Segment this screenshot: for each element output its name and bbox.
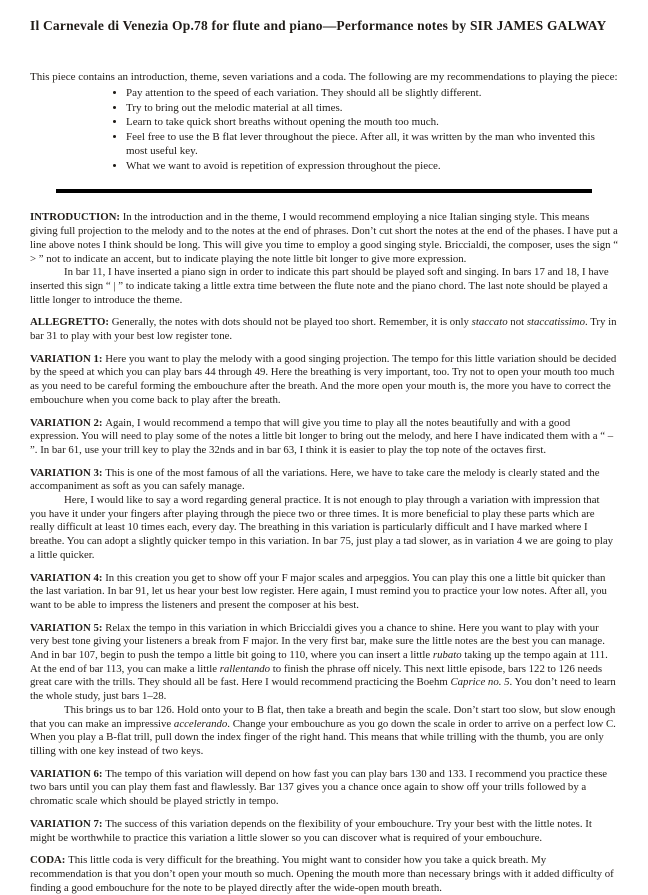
text-run: . Try in bar 31 to play with your best low register tone. [30, 316, 617, 343]
recommendation-item: • Feel free to use the B flat lever throughout the piece. After all, it was written by the man who invented this most useful key. [126, 130, 618, 159]
section-paragraph [30, 353, 618, 408]
section-label: ALLEGRETTO: [30, 316, 112, 329]
section-label: VARIATION 5: [30, 621, 106, 634]
section-variation-7 [30, 818, 618, 845]
recommendation-item: • Learn to take quick short breaths without opening the mouth too much. [126, 115, 618, 130]
intro-lead: This piece contains an introduction, theme, seven variations and a coda. The following are my recommendations to playing the piece: [30, 71, 618, 83]
section-paragraph [30, 266, 618, 307]
section-introduction [30, 211, 618, 307]
italic-term: Caprice no. 5 [450, 676, 510, 689]
text-run: Here you want to play the melody with a good singing projection. The tempo for this little variation should be decided by the speed at which you can play bars 44 through 49. Here the breathing is very important, too. Try not to open your mouth too much as you need to be careful forming the embouchure after the breath. And the more open your mouth is, the more you have to correct the embouchure when you come back to play after the breath. [30, 352, 617, 406]
italic-term: rubato [432, 649, 462, 662]
section-paragraph [30, 316, 618, 343]
text-run: to finish the phrase off nicely. This next little episode, bars 122 to 126 needs great care with the trills. They should all be fast. Here I would recommend practicing the Boehm [30, 662, 603, 689]
text-run: taking up the tempo again at 111. At the end of bar 113, you can make a little [30, 649, 608, 675]
section-paragraph [30, 818, 618, 845]
section-label: VARIATION 4: [30, 571, 106, 584]
page-title: Il Carnevale di Venezia Op.78 for flute and piano—Performance notes by SIR JAMES GALWAY [30, 18, 607, 33]
text-run: This is one of the most famous of all the variations. Here, we have to take care the melody is clearly stated and the accompaniment as soft as you can safely manage. [30, 466, 600, 493]
section-paragraph [30, 622, 618, 704]
sections [30, 211, 618, 895]
section-variation-4 [30, 572, 618, 613]
section-paragraph [30, 854, 618, 895]
section-allegretto [30, 316, 618, 343]
section-paragraph [30, 704, 618, 759]
section-variation-3 [30, 467, 618, 563]
section-paragraph [30, 768, 618, 809]
section-variation-5 [30, 622, 618, 759]
section-paragraph [30, 417, 618, 458]
text-run: Generally, the notes with dots should not be played too short. Remember, it is only [111, 316, 472, 329]
recommendation-item: • Try to bring out the melodic material at all times. [126, 101, 618, 116]
recommendation-item: • Pay attention to the speed of each variation. They should all be slightly different. [126, 86, 618, 101]
text-run: The success of this variation depends on the flexibility of your embouchure. Try your best with the little notes. It might be worthwhile to practice this variation a little slower so you can discover what is required of your embouchure. [30, 817, 592, 844]
text-run: In this creation you get to show off your F major scales and arpeggios. You can play this one a little bit quicker than the last variation. In bar 91, let us hear your best low register. Here again, I must remind you to practice your low notes. After all, you want to be able to impress the listeners and present the composer at his best. [30, 571, 607, 611]
recommendation-item: • What we want to avoid is repetition of expression throughout the piece. [126, 159, 618, 174]
text-run: Again, I would recommend a tempo that will give you time to play all the notes beautifully and with a good expression. You will need to play some of the notes a little bit longer to bring out the melody, and here I have indicated them with a “ – ”. In bar 61, use your trill key to play the 32nds and in bar 63, I think it is easier to play the top note of the octaves first. [30, 416, 614, 456]
section-label: VARIATION 6: [30, 767, 106, 780]
italic-term: accelerando [173, 717, 228, 730]
text-run: Relax the tempo in this variation in which Briccialdi gives you a chance to shine. Here you want to play with your very best tone giving your listeners a break from F major. In the very first bar, make sure the little notes are the best you can manage. And in bar 107, begin to push the tempo a little bit going to 110, where you can insert a little [30, 621, 605, 662]
text-run: This little coda is very difficult for the breathing. You might want to consider how you take a quick breath. My recommendation is that you don’t open your mouth so much. Opening the mouth more than necessary brings with it added difficulty of finding a good embouchure for the note to be played directly after the wide-open mouth breath. [30, 854, 614, 894]
section-variation-1 [30, 353, 618, 408]
section-label: INTRODUCTION: [30, 211, 123, 224]
text-run: In bar 11, I have inserted a piano sign in order to indicate this part should be played soft and singing. In bars 17 and 18, I have inserted this sign “ | ” to indicate taking a little extra time between the flute note and the piano chord. The last note should be played a little longer to introduce the theme. [30, 266, 609, 306]
section-paragraph [30, 211, 618, 266]
section-label: VARIATION 1: [30, 352, 106, 365]
section-variation-2 [30, 417, 618, 458]
section-paragraph [30, 494, 618, 563]
text-run: . Change your embouchure as you go down the scale in order to arrive on a perfect low C. When you play a B-flat trill, pull down the index finger of the right hand. This means that while trilling with the thumb, you are only tilling with one key instead of two keys. [30, 717, 616, 757]
section-label: VARIATION 2: [30, 416, 106, 429]
section-paragraph [30, 467, 618, 494]
section-coda [30, 854, 618, 895]
text-run: This brings us to bar 126. Hold onto your to B flat, then take a breath and begin the scale. Don’t start too slow, but slow enough that you can make an impressive [30, 703, 616, 730]
italic-term: staccato [471, 316, 508, 329]
section-variation-6 [30, 768, 618, 809]
section-paragraph [30, 572, 618, 613]
text-run: In the introduction and in the theme, I would recommend employing a nice Italian singing style. This means giving full projection to the melody and to the notes at the end of phrases. Don’t cut short the notes at the end of the phases. I have put a line above notes I think should be long. This will give you time to employ a good singing style. Briccialdi, the composer, uses the sign “ > ” not to indicate an accent, but to indicate playing the note little bit longer to give more expression. [30, 211, 619, 265]
recommendations-list [30, 86, 618, 173]
section-label: VARIATION 3: [30, 466, 106, 479]
text-run: . You don’t need to learn the whole study, just bars 1–28. [30, 676, 616, 703]
text-run: not [507, 316, 527, 329]
section-label: VARIATION 7: [30, 817, 106, 830]
italic-term: staccatissimo [526, 316, 585, 329]
section-label: CODA: [30, 854, 69, 867]
text-run: The tempo of this variation will depend on how fast you can play bars 130 and 133. I recommend you practice these two bars until you can play them fast and flawlessly. Bar 137 gives you a chance once again to show off your trills followed by a chromatic scale which should be played strictly in tempo. [30, 767, 608, 808]
text-run: Here, I would like to say a word regarding general practice. It is not enough to play through a variation with impression that you have it under your fingers after playing through the piece two or three times. It is more beneficial to play these parts which are really difficult at least 10 times each, every day. The breathing in this variation is particularly difficult and I have marked where I breathe. You can adopt a slightly quicker tempo in this variation. In bar 75, just play a tad slower, as in variation 4 we are going to play a little quicker. [30, 494, 614, 561]
divider-rule [56, 189, 592, 193]
italic-term: rallentando [219, 662, 271, 675]
